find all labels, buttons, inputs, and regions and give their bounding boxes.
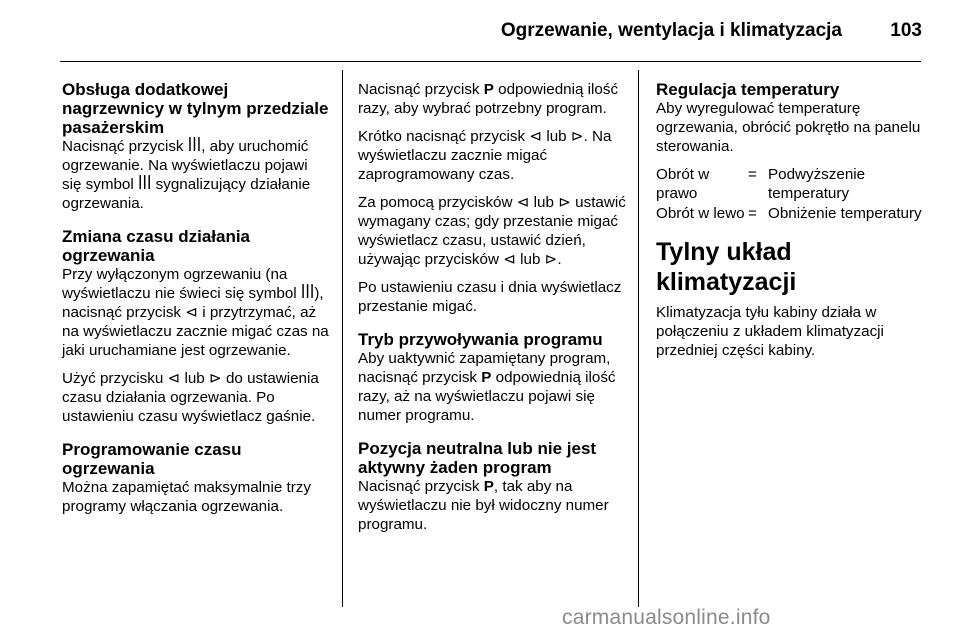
section-heading-recall-mode: Tryb przywoływania programu [358, 330, 603, 349]
right-arrow-icon: ⊳ [544, 251, 558, 268]
left-arrow-icon: ⊲ [503, 251, 516, 268]
section-heading-change-time: Zmiana czasu działania ogrzewania [62, 227, 251, 265]
left-arrow-icon: ⊲ [167, 370, 181, 387]
left-arrow-icon: ⊲ [185, 304, 198, 321]
paragraph-change-time-1: Przy wyłączonym ogrzewaniu (na wyświetlaczu nie świeci się symbol ꟾꟾꟾ), nacisnąć przycisk ⊲ i przytrzymać, aż na wyświetlaczu zacznie migać czas na jaki uruchamiane jest ogrzewanie. [62, 266, 329, 359]
section-heading-programming: Programowanie czasu ogrzewania [62, 440, 242, 478]
paragraph-programming: Można zapamiętać maksymalnie trzy programy włączania ogrzewania. [62, 479, 311, 515]
definition-desc: Obniżenie temperatury [768, 205, 922, 222]
paragraph-select-program: Nacisnąć przycisk P odpowiednią ilość razy, aby wybrać potrzebny program. [358, 81, 619, 117]
paragraph-neutral: Nacisnąć przycisk P, tak aby na wyświetlaczu nie był widoczny numer programu. [358, 478, 609, 533]
p-key-label: P [481, 369, 492, 386]
column-3 [656, 70, 931, 369]
heater-icon: ꟾꟾꟾ [137, 176, 152, 193]
section-heading-rear-ac: Tylny układ klimatyzacji [656, 238, 797, 296]
header-divider [60, 61, 921, 62]
paragraph-change-time-2: Użyć przycisku ⊲ lub ⊳ do ustawienia czasu działania ogrzewania. Po ustawieniu czasu wyświetlacz gaśnie. [62, 370, 319, 425]
page-header [0, 0, 960, 64]
p-key-label: P [483, 478, 494, 495]
right-arrow-icon: ⊳ [570, 128, 584, 145]
paragraph-recall-mode: Aby uaktywnić zapamiętany program, nacisnąć przycisk P odpowiednią ilość razy, aż na wyświetlaczu pojawi się numer programu. [358, 350, 616, 424]
definition-separator: = [748, 166, 757, 183]
paragraph-temperature: Aby wyregulować temperaturę ogrzewania, obrócić pokrętło na panelu sterowania. [656, 100, 921, 155]
right-arrow-icon: ⊳ [208, 370, 222, 387]
definition-desc: Podwyższenie temperatury [768, 166, 866, 202]
column-1 [62, 70, 330, 525]
page-number: 103 [890, 20, 922, 41]
column-divider-1 [342, 70, 343, 607]
p-key-label: P [483, 81, 494, 98]
definition-term: Obrót w prawo [656, 166, 710, 202]
section-heading-neutral: Pozycja neutralna lub nie jest aktywny żaden program [358, 439, 597, 477]
definition-term: Obrót w lewo [656, 205, 745, 222]
column-divider-2 [638, 70, 639, 607]
paragraph-short-press: Krótko nacisnąć przycisk ⊲ lub ⊳. Na wyświetlaczu zacznie migać zaprogramowany czas. [358, 128, 612, 183]
paragraph-rear-heater: Nacisnąć przycisk ꟾꟾꟾ, aby uruchomić ogrzewanie. Na wyświetlaczu pojawi się symbol ꟾꟾꟾ sygnalizujący działanie ogrzewania. [62, 138, 311, 212]
header-title: Ogrzewanie, wentylacja i klimatyzacja [500, 20, 842, 41]
heater-icon: ꟾꟾꟾ [300, 285, 315, 302]
paragraph-after-setting: Po ustawieniu czasu i dnia wyświetlacz przestanie migać. [358, 279, 622, 315]
definition-separator: = [748, 205, 757, 222]
column-2 [358, 70, 630, 543]
paragraph-set-time: Za pomocą przycisków ⊲ lub ⊳ ustawić wymagany czas; gdy przestanie migać wyświetlacz czasu, ustawić dzień, używając przycisków ⊲ lub ⊳. [358, 194, 626, 268]
heater-icon: ꟾꟾꟾ [187, 138, 202, 155]
definition-row [656, 204, 931, 223]
right-arrow-icon: ⊳ [558, 194, 571, 211]
definition-row [656, 165, 931, 203]
paragraph-rear-ac: Klimatyzacja tyłu kabiny działa w połączeniu z układem klimatyzacji przedniej części kabiny. [656, 304, 884, 359]
watermark: carmanualsonline.info [562, 606, 771, 629]
section-heading-temperature: Regulacja temperatury [656, 80, 840, 99]
left-arrow-icon: ⊲ [529, 128, 543, 145]
section-heading-rear-heater: Obsługa dodatkowej nagrzewnicy w tylnym przedziale pasażerskim [62, 80, 329, 137]
left-arrow-icon: ⊲ [516, 194, 530, 211]
